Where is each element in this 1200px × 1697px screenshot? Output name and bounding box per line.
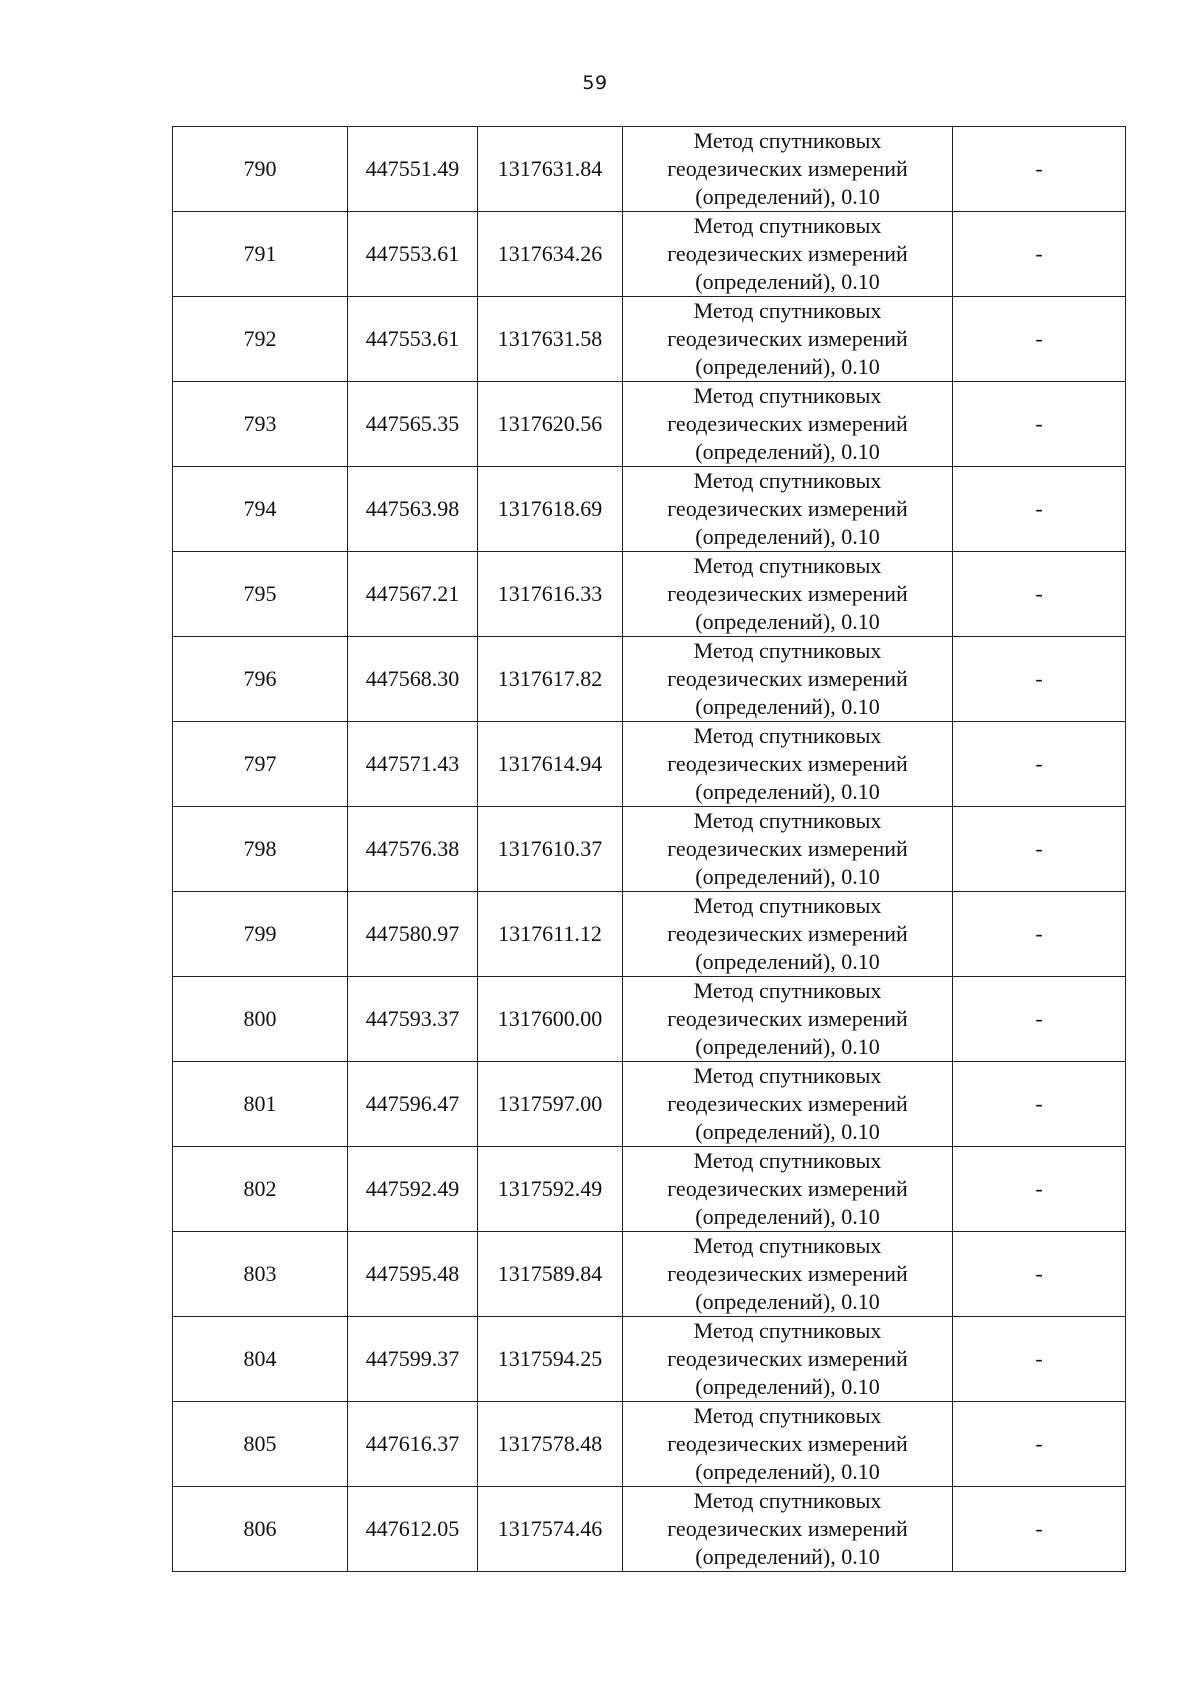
x-coordinate-cell: 447580.97: [348, 892, 478, 977]
method-line: геодезических измерений: [667, 411, 908, 436]
description-cell: -: [953, 297, 1126, 382]
method-cell: [623, 977, 953, 1062]
description-cell: -: [953, 1317, 1126, 1402]
method-line: (определений), 0.10: [695, 779, 880, 804]
point-number-cell: 794: [173, 467, 348, 552]
method-line: геодезических измерений: [667, 1006, 908, 1031]
x-coordinate-cell: 447551.49: [348, 127, 478, 212]
y-coordinate-cell: 1317578.48: [478, 1402, 623, 1487]
table-row: [173, 1317, 1126, 1402]
point-number-cell: 790: [173, 127, 348, 212]
method-line: (определений), 0.10: [695, 949, 880, 974]
y-coordinate-cell: 1317574.46: [478, 1487, 623, 1572]
method-line: (определений), 0.10: [695, 694, 880, 719]
point-number-cell: 792: [173, 297, 348, 382]
page-number: 59: [582, 72, 608, 94]
method-line: геодезических измерений: [667, 1346, 908, 1371]
y-coordinate-cell: 1317617.82: [478, 637, 623, 722]
x-coordinate-cell: 447576.38: [348, 807, 478, 892]
method-line: геодезических измерений: [667, 156, 908, 181]
point-number-cell: 795: [173, 552, 348, 637]
table-row: [173, 892, 1126, 977]
description-cell: -: [953, 637, 1126, 722]
description-cell: -: [953, 467, 1126, 552]
method-line: геодезических измерений: [667, 1176, 908, 1201]
method-line: (определений), 0.10: [695, 1034, 880, 1059]
point-number-cell: 797: [173, 722, 348, 807]
point-number-cell: 806: [173, 1487, 348, 1572]
method-cell: [623, 1147, 953, 1232]
table-row: [173, 212, 1126, 297]
method-line: Метод спутниковых: [693, 723, 882, 748]
method-cell: [623, 212, 953, 297]
method-line: геодезических измерений: [667, 1091, 908, 1116]
y-coordinate-cell: 1317618.69: [478, 467, 623, 552]
table-row: [173, 382, 1126, 467]
y-coordinate-cell: 1317589.84: [478, 1232, 623, 1317]
y-coordinate-cell: 1317611.12: [478, 892, 623, 977]
description-cell: -: [953, 382, 1126, 467]
y-coordinate-cell: 1317620.56: [478, 382, 623, 467]
method-line: Метод спутниковых: [693, 1488, 882, 1513]
y-coordinate-cell: 1317631.84: [478, 127, 623, 212]
y-coordinate-cell: 1317594.25: [478, 1317, 623, 1402]
x-coordinate-cell: 447599.37: [348, 1317, 478, 1402]
method-line: (определений), 0.10: [695, 864, 880, 889]
coordinates-table-body: [173, 127, 1126, 1572]
method-line: Метод спутниковых: [693, 638, 882, 663]
method-line: (определений), 0.10: [695, 184, 880, 209]
description-cell: -: [953, 212, 1126, 297]
x-coordinate-cell: 447567.21: [348, 552, 478, 637]
point-number-cell: 800: [173, 977, 348, 1062]
y-coordinate-cell: 1317634.26: [478, 212, 623, 297]
method-line: геодезических измерений: [667, 326, 908, 351]
description-cell: -: [953, 1232, 1126, 1317]
description-cell: -: [953, 892, 1126, 977]
method-line: (определений), 0.10: [695, 524, 880, 549]
method-cell: [623, 127, 953, 212]
method-line: геодезических измерений: [667, 666, 908, 691]
method-cell: [623, 1232, 953, 1317]
table-row: [173, 297, 1126, 382]
method-line: геодезических измерений: [667, 1261, 908, 1286]
table-row: [173, 1487, 1126, 1572]
description-cell: -: [953, 1147, 1126, 1232]
method-line: (определений), 0.10: [695, 609, 880, 634]
y-coordinate-cell: 1317610.37: [478, 807, 623, 892]
method-line: Метод спутниковых: [693, 553, 882, 578]
table-row: [173, 1147, 1126, 1232]
description-cell: -: [953, 1487, 1126, 1572]
description-cell: -: [953, 552, 1126, 637]
method-line: Метод спутниковых: [693, 1063, 882, 1088]
method-line: геодезических измерений: [667, 496, 908, 521]
x-coordinate-cell: 447553.61: [348, 212, 478, 297]
method-cell: [623, 892, 953, 977]
coordinates-table: [172, 126, 1126, 1572]
method-cell: [623, 467, 953, 552]
method-line: геодезических измерений: [667, 581, 908, 606]
method-line: Метод спутниковых: [693, 808, 882, 833]
x-coordinate-cell: 447612.05: [348, 1487, 478, 1572]
method-cell: [623, 807, 953, 892]
table-row: [173, 722, 1126, 807]
method-line: Метод спутниковых: [693, 128, 882, 153]
method-line: Метод спутниковых: [693, 978, 882, 1003]
method-cell: [623, 1487, 953, 1572]
point-number-cell: 805: [173, 1402, 348, 1487]
table-row: [173, 552, 1126, 637]
description-cell: -: [953, 807, 1126, 892]
table-row: [173, 637, 1126, 722]
point-number-cell: 796: [173, 637, 348, 722]
table-row: [173, 1062, 1126, 1147]
method-line: геодезических измерений: [667, 1431, 908, 1456]
method-line: (определений), 0.10: [695, 1204, 880, 1229]
method-line: (определений), 0.10: [695, 1289, 880, 1314]
x-coordinate-cell: 447565.35: [348, 382, 478, 467]
method-line: (определений), 0.10: [695, 354, 880, 379]
method-line: Метод спутниковых: [693, 1403, 882, 1428]
point-number-cell: 804: [173, 1317, 348, 1402]
point-number-cell: 799: [173, 892, 348, 977]
method-line: (определений), 0.10: [695, 1544, 880, 1569]
description-cell: -: [953, 127, 1126, 212]
method-line: геодезических измерений: [667, 836, 908, 861]
x-coordinate-cell: 447592.49: [348, 1147, 478, 1232]
table-row: [173, 807, 1126, 892]
method-cell: [623, 1062, 953, 1147]
method-line: геодезических измерений: [667, 241, 908, 266]
table-row: [173, 467, 1126, 552]
x-coordinate-cell: 447596.47: [348, 1062, 478, 1147]
y-coordinate-cell: 1317597.00: [478, 1062, 623, 1147]
method-cell: [623, 637, 953, 722]
method-line: Метод спутниковых: [693, 1233, 882, 1258]
method-cell: [623, 722, 953, 807]
method-line: (определений), 0.10: [695, 439, 880, 464]
table-row: [173, 1402, 1126, 1487]
description-cell: -: [953, 1062, 1126, 1147]
table-row: [173, 1232, 1126, 1317]
description-cell: -: [953, 722, 1126, 807]
point-number-cell: 801: [173, 1062, 348, 1147]
description-cell: -: [953, 977, 1126, 1062]
x-coordinate-cell: 447571.43: [348, 722, 478, 807]
method-line: геодезических измерений: [667, 1516, 908, 1541]
method-cell: [623, 1317, 953, 1402]
y-coordinate-cell: 1317616.33: [478, 552, 623, 637]
method-line: Метод спутниковых: [693, 1148, 882, 1173]
method-line: Метод спутниковых: [693, 383, 882, 408]
method-line: (определений), 0.10: [695, 1119, 880, 1144]
method-line: (определений), 0.10: [695, 269, 880, 294]
method-line: геодезических измерений: [667, 921, 908, 946]
y-coordinate-cell: 1317614.94: [478, 722, 623, 807]
table-row: [173, 127, 1126, 212]
x-coordinate-cell: 447595.48: [348, 1232, 478, 1317]
table-row: [173, 977, 1126, 1062]
method-line: Метод спутниковых: [693, 468, 882, 493]
method-cell: [623, 552, 953, 637]
method-line: Метод спутниковых: [693, 298, 882, 323]
method-cell: [623, 382, 953, 467]
x-coordinate-cell: 447563.98: [348, 467, 478, 552]
point-number-cell: 798: [173, 807, 348, 892]
method-line: Метод спутниковых: [693, 1318, 882, 1343]
method-line: (определений), 0.10: [695, 1459, 880, 1484]
method-line: Метод спутниковых: [693, 893, 882, 918]
y-coordinate-cell: 1317600.00: [478, 977, 623, 1062]
point-number-cell: 793: [173, 382, 348, 467]
method-cell: [623, 297, 953, 382]
method-line: Метод спутниковых: [693, 213, 882, 238]
x-coordinate-cell: 447593.37: [348, 977, 478, 1062]
point-number-cell: 802: [173, 1147, 348, 1232]
y-coordinate-cell: 1317631.58: [478, 297, 623, 382]
point-number-cell: 791: [173, 212, 348, 297]
description-cell: -: [953, 1402, 1126, 1487]
method-cell: [623, 1402, 953, 1487]
method-line: геодезических измерений: [667, 751, 908, 776]
x-coordinate-cell: 447616.37: [348, 1402, 478, 1487]
point-number-cell: 803: [173, 1232, 348, 1317]
x-coordinate-cell: 447568.30: [348, 637, 478, 722]
x-coordinate-cell: 447553.61: [348, 297, 478, 382]
y-coordinate-cell: 1317592.49: [478, 1147, 623, 1232]
method-line: (определений), 0.10: [695, 1374, 880, 1399]
